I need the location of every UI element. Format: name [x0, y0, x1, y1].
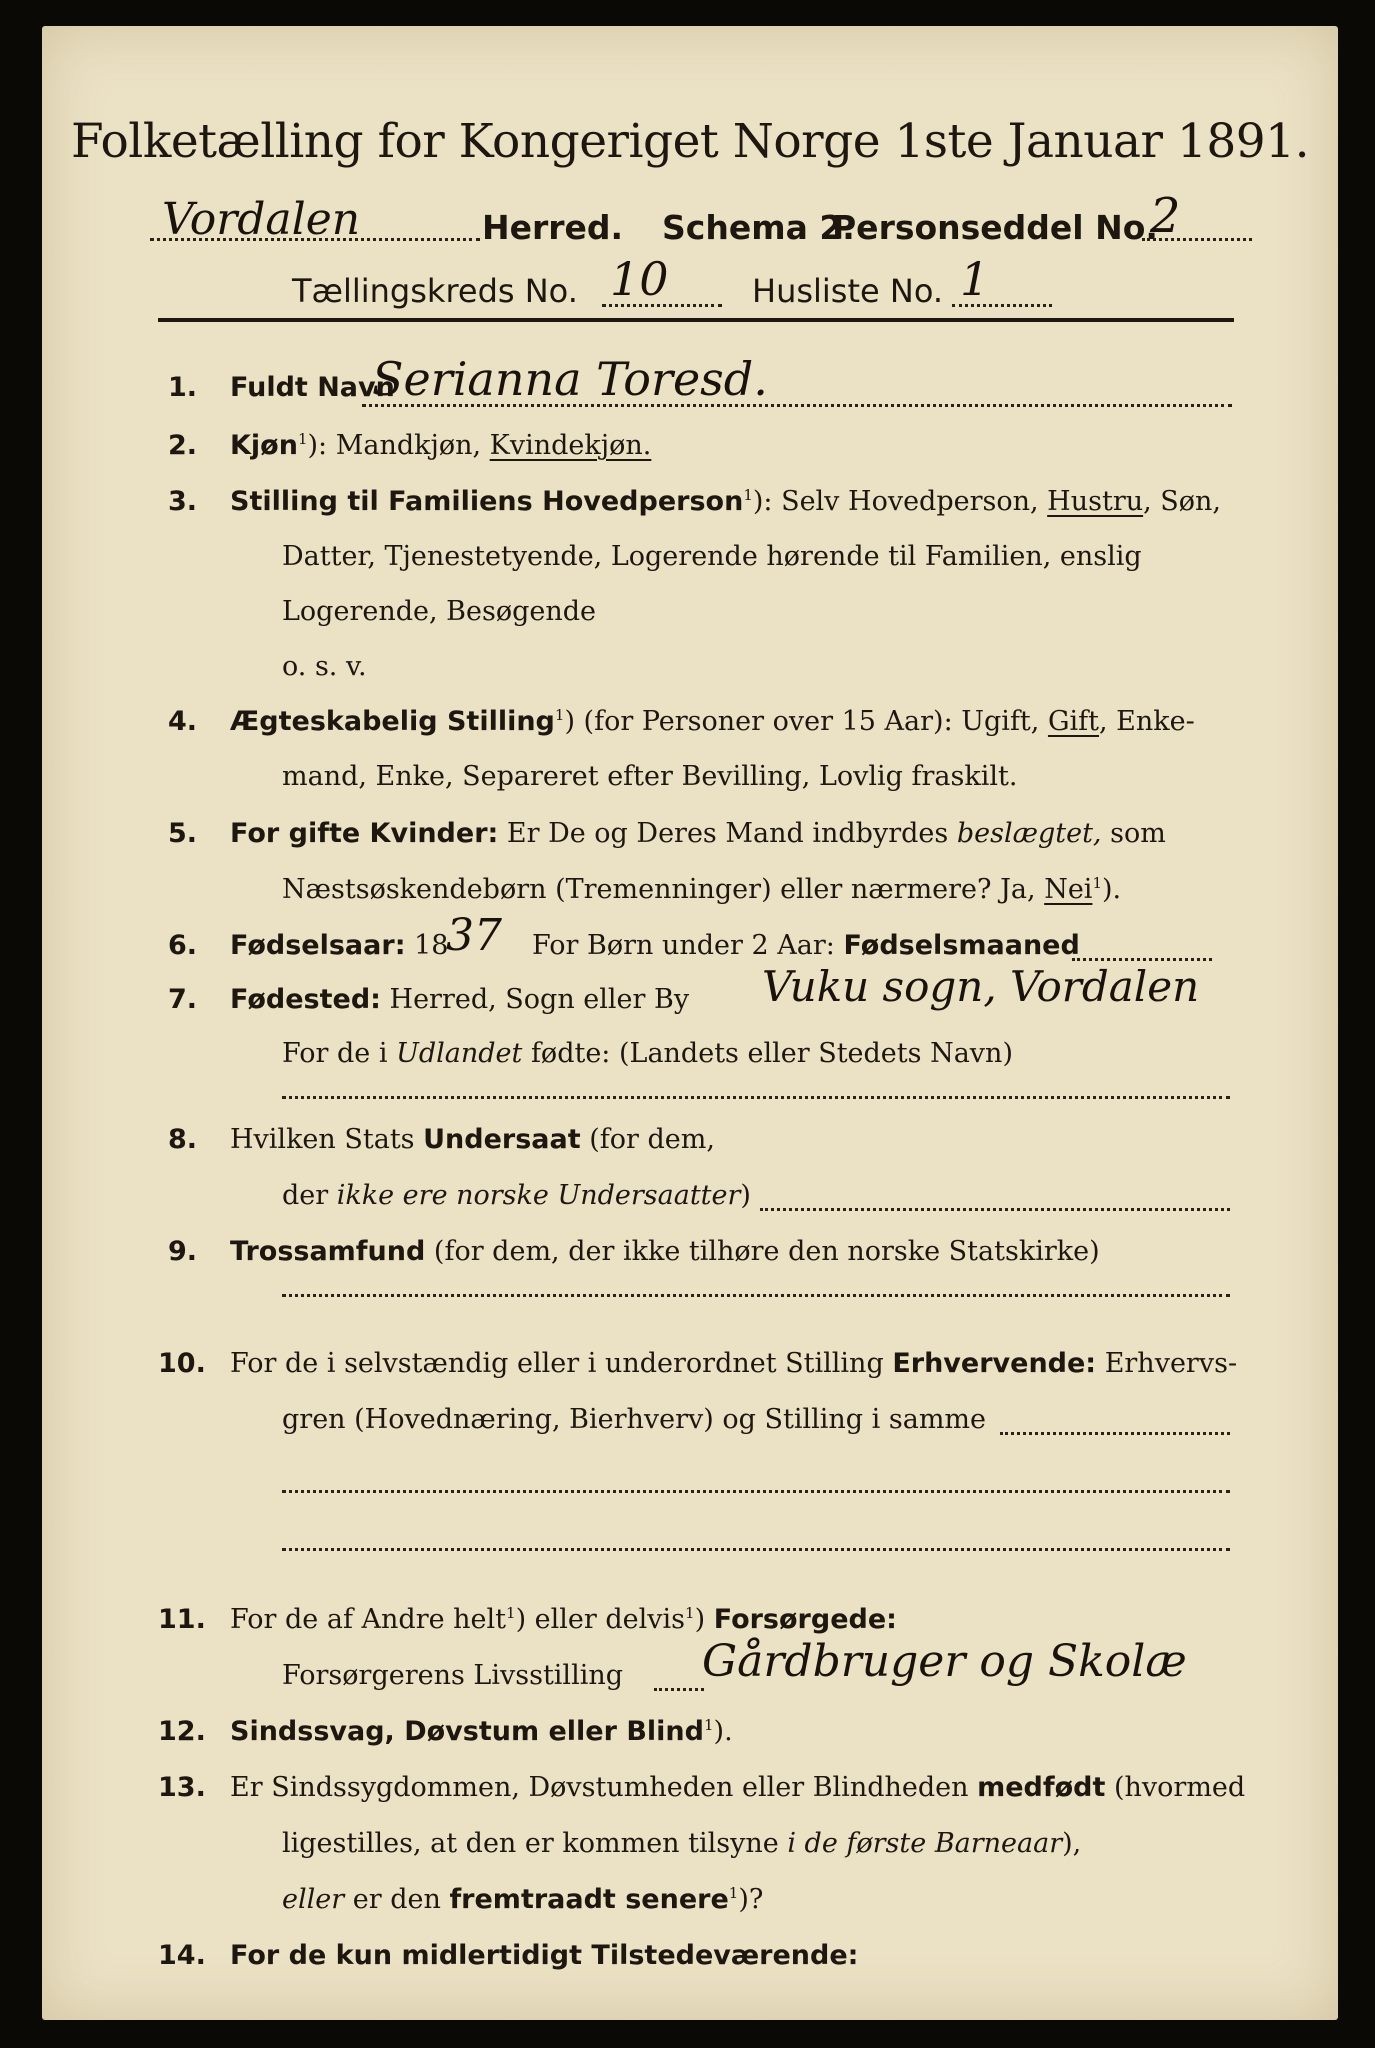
form-title: Folketælling for Kongeriget Norge 1ste Januar 1891.: [70, 114, 1310, 169]
q13-line2: ligestilles, at den er kommen tilsyne i de første Barneaar),: [282, 1828, 1082, 1859]
q2-selected: Kvindekjøn.: [489, 430, 652, 461]
q11-number: 11.: [158, 1604, 206, 1635]
q9-line: Trossamfund (for dem, der ikke tilhøre den norske Statskirke): [230, 1236, 1100, 1267]
husliste-number: 1: [960, 252, 990, 306]
q4-line1: Ægteskabelig Stilling$^1$) (for Personer over 15 Aar): Ugift, Gift, Enke-: [230, 706, 1195, 737]
q12-line: Sindssvag, Døvstum eller Blind$^1$).: [230, 1716, 733, 1747]
q14-number: 14.: [158, 1940, 206, 1971]
q6-answer-year: 37: [446, 910, 502, 961]
q3-selected: Hustru: [1047, 486, 1144, 517]
herred-label: Herred.: [482, 208, 624, 247]
q1-answer-name: Serianna Toresd.: [372, 352, 768, 406]
q4-line2: mand, Enke, Separeret efter Bevilling, Lovlig fraskilt.: [282, 761, 1018, 792]
q10-line2: gren (Hovednæring, Bierhverv) og Stilling i samme: [282, 1404, 987, 1435]
schema-label: Schema 2.: [662, 208, 855, 247]
q4-number: 4.: [168, 706, 198, 737]
kreds-number: 10: [610, 252, 669, 306]
q6-number: 6.: [168, 930, 198, 961]
q11-answer-provider: Gårdbruger og Skolæ: [702, 1636, 1187, 1687]
q11-line1: For de af Andre helt$^1$) eller delvis$^1$) Forsørgede:: [230, 1604, 897, 1635]
q8-line2: der ikke ere norske Undersaatter): [282, 1180, 751, 1211]
q13-line1: Er Sindssygdommen, Døvstumheden eller Blindheden medfødt (hvormed: [230, 1772, 1246, 1803]
q5-line1: For gifte Kvinder: Er De og Deres Mand indbyrdes beslægtet, som: [230, 818, 1166, 849]
herred-handwritten: Vordalen: [162, 194, 361, 245]
q5-number: 5.: [168, 818, 198, 849]
personseddel-label: Personseddel No.: [832, 208, 1158, 247]
q7-answer-birthplace: Vuku sogn, Vordalen: [762, 962, 1200, 1011]
q12-number: 12.: [158, 1716, 206, 1747]
q7-number: 7.: [168, 984, 198, 1015]
q13-line3: eller er den fremtraadt senere$^1$)?: [282, 1884, 764, 1915]
kreds-label: Tællingskreds No.: [292, 272, 578, 310]
q1-number: 1.: [168, 372, 198, 403]
q2-line: Kjøn$^1$): Mandkjøn, Kvindekjøn.: [230, 430, 652, 461]
q4-selected: Gift: [1047, 706, 1099, 737]
q5-selected: Nei: [1044, 874, 1093, 905]
q6-line: Fødselsaar: 18: [230, 930, 449, 961]
q3-line3: Logerende, Besøgende: [282, 596, 596, 627]
q10-line1: For de i selvstændig eller i underordnet Stilling Erhvervende: Erhvervs-: [230, 1348, 1238, 1379]
q5-line2: Næstsøskendebørn (Tremenninger) eller nærmere? Ja, Nei$^1$).: [282, 874, 1122, 905]
header-rule: [158, 318, 1234, 322]
q3-line1: Stilling til Familiens Hovedperson$^1$): Selv Hovedperson, Hustru, Søn,: [230, 486, 1221, 517]
q9-number: 9.: [168, 1236, 198, 1267]
personseddel-number: 2: [1150, 188, 1181, 244]
q13-number: 13.: [158, 1772, 206, 1803]
q2-number: 2.: [168, 430, 198, 461]
q1-label: Fuldt Navn: [230, 372, 395, 403]
q10-number: 10.: [158, 1348, 206, 1379]
q14-label: For de kun midlertidigt Tilstedeværende:: [230, 1940, 859, 1971]
husliste-label: Husliste No.: [752, 272, 943, 310]
q3-line4: o. s. v.: [282, 651, 367, 682]
q8-number: 8.: [168, 1124, 198, 1155]
census-form-sheet: [42, 26, 1338, 2020]
q8-line1: Hvilken Stats Undersaat (for dem,: [230, 1124, 715, 1155]
q3-number: 3.: [168, 486, 198, 517]
q7-line2: For de i Udlandet fødte: (Landets eller Stedets Navn): [282, 1038, 1013, 1069]
q7-line1: Fødested: Herred, Sogn eller By: [230, 984, 690, 1015]
q11-line2: Forsørgerens Livsstilling: [282, 1660, 624, 1691]
q6-infant: For Børn under 2 Aar: Fødselsmaaned: [532, 930, 1080, 961]
q3-line2: Datter, Tjenestetyende, Logerende hørende til Familien, enslig: [282, 541, 1142, 572]
